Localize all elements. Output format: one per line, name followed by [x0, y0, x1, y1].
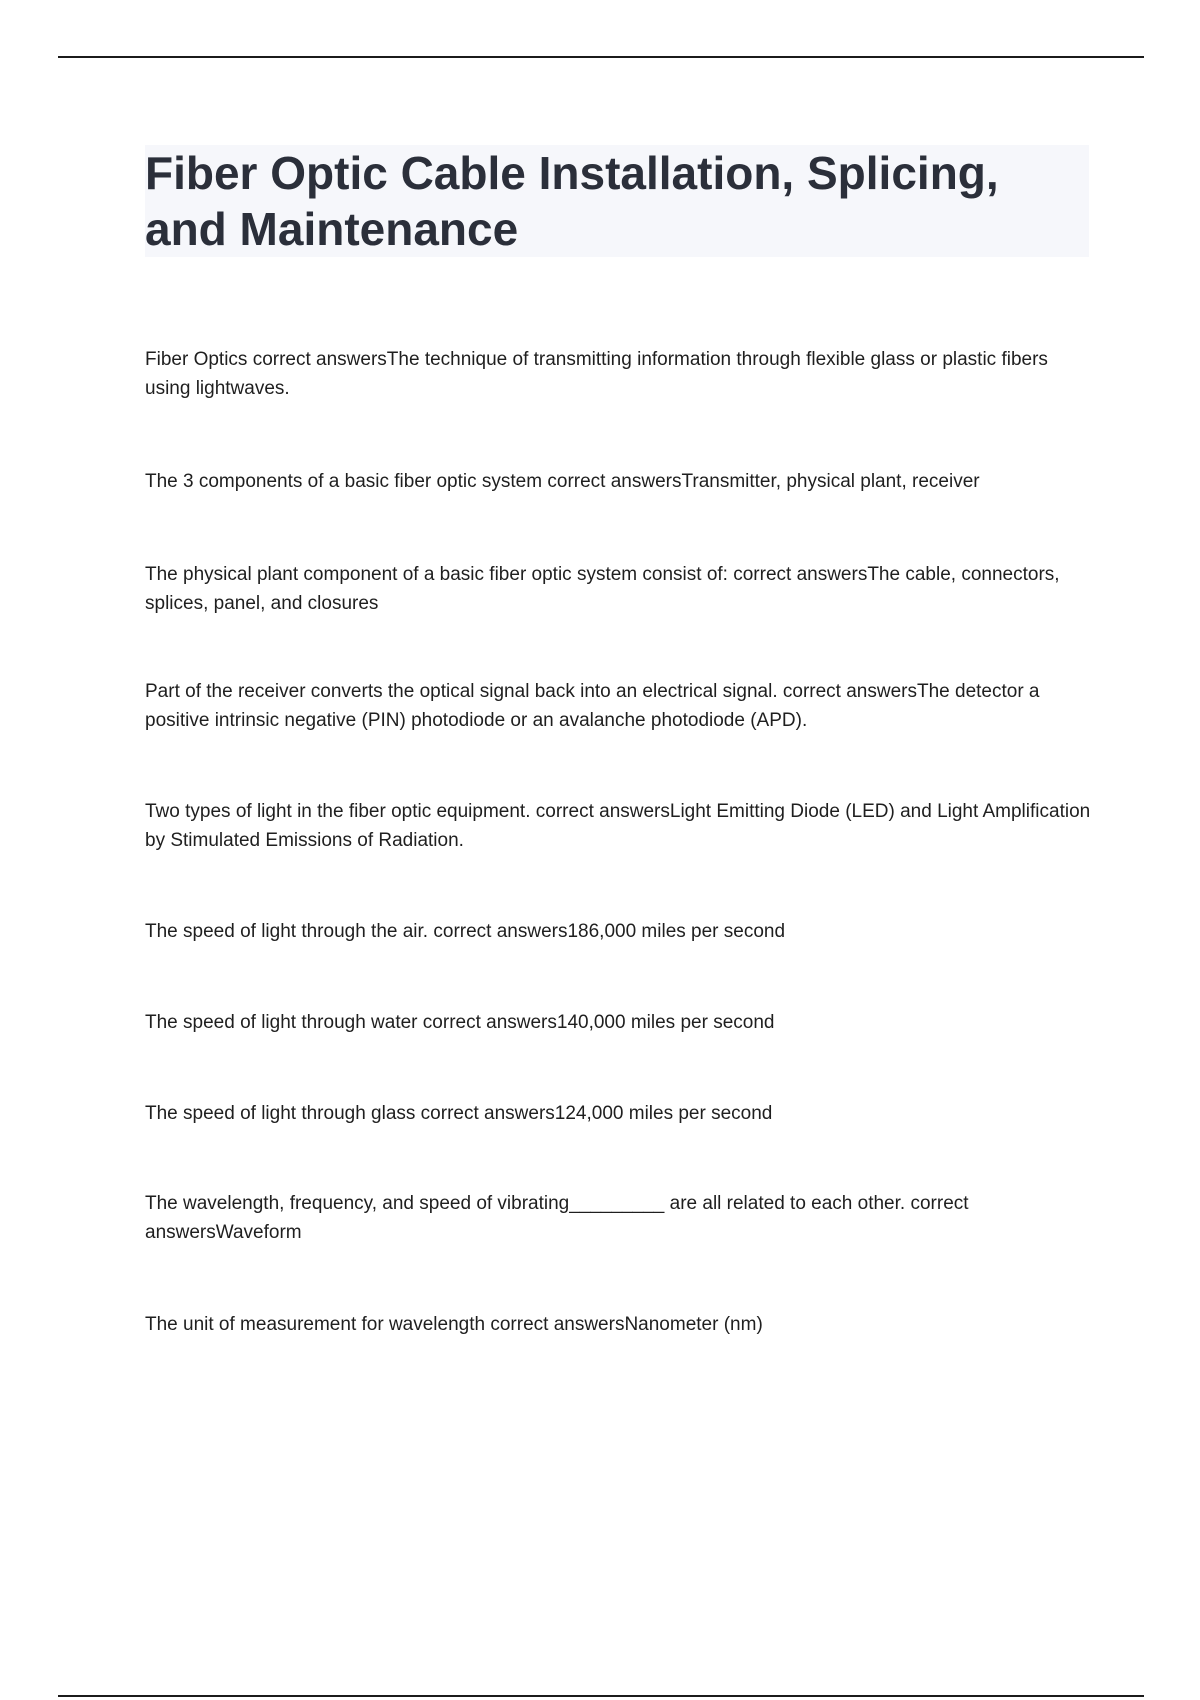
- qa-answer: 124,000 miles per second: [554, 1103, 773, 1124]
- qa-answer: The cable, connectors, splices, panel, and closures: [145, 564, 1060, 614]
- qa-answer: The technique of transmitting information through flexible glass or plastic fibers using lightwaves.: [145, 349, 1048, 399]
- qa-question: The wavelength, frequency, and speed of vibrating_________ are all related to each other.: [145, 1193, 906, 1214]
- qa-item: [145, 677, 1095, 735]
- qa-question: The physical plant component of a basic fiber optic system consist of:: [145, 564, 728, 585]
- qa-item: [145, 1099, 1095, 1128]
- qa-item: [145, 1008, 1095, 1037]
- qa-answer: 140,000 miles per second: [556, 1012, 775, 1033]
- qa-item: [145, 467, 1095, 496]
- title-block: [145, 145, 1089, 257]
- qa-label: correct answers: [415, 1103, 555, 1124]
- qa-question: The unit of measurement for wavelength: [145, 1314, 486, 1335]
- qa-label: correct answers: [145, 1193, 969, 1243]
- qa-question: Two types of light in the fiber optic equipment.: [145, 801, 531, 822]
- qa-label: correct answers: [727, 564, 868, 585]
- qa-label: correct answers: [428, 921, 568, 942]
- qa-question: The speed of light through water: [145, 1012, 418, 1033]
- qa-label: correct answers: [777, 681, 917, 702]
- qa-item: [145, 1189, 1095, 1247]
- qa-answer: Light Emitting Diode (LED) and Light Amplification by Stimulated Emissions of Radiation.: [145, 801, 1091, 851]
- qa-item: [145, 1310, 1095, 1339]
- qa-answer: Waveform: [215, 1222, 302, 1243]
- qa-question: Fiber Optics: [145, 349, 248, 370]
- qa-item: [145, 560, 1095, 618]
- qa-label: correct answers: [530, 801, 670, 822]
- qa-label: correct answers: [417, 1012, 557, 1033]
- qa-item: [145, 345, 1095, 403]
- top-rule: [58, 56, 1144, 58]
- qa-item: [145, 797, 1095, 855]
- qa-question: The 3 components of a basic fiber optic system: [145, 471, 543, 492]
- page-title: Fiber Optic Cable Installation, Splicing, and Maintenance: [145, 147, 999, 255]
- qa-answer: Transmitter, physical plant, receiver: [681, 471, 980, 492]
- qa-question: Part of the receiver converts the optical signal back into an electrical signal.: [145, 681, 778, 702]
- qa-answer: The detector a positive intrinsic negative (PIN) photodiode or an avalanche photodiode (APD).: [145, 681, 1040, 731]
- qa-question: The speed of light through glass: [145, 1103, 416, 1124]
- qa-label: correct answers: [542, 471, 682, 492]
- qa-label: correct answers: [485, 1314, 625, 1335]
- qa-answer: Nanometer (nm): [624, 1314, 763, 1335]
- qa-label: correct answers: [247, 349, 387, 370]
- bottom-rule: [58, 1695, 1144, 1697]
- qa-item: [145, 917, 1095, 946]
- qa-answer: 186,000 miles per second: [567, 921, 786, 942]
- qa-question: The speed of light through the air.: [145, 921, 429, 942]
